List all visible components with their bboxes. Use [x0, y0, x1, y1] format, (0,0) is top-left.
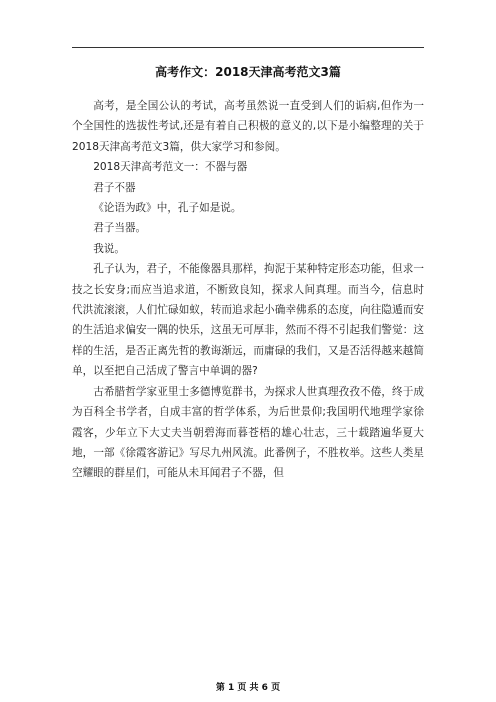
page-footer: 第 1 页 共 6 页 — [215, 683, 281, 693]
body-paragraph: 《论语为政》中，孔子如是说。 — [93, 202, 242, 215]
header-rule — [72, 47, 424, 48]
body-paragraph: 我说。 — [93, 242, 125, 255]
body-paragraph: 君子不器 — [93, 181, 136, 194]
page-title: 高考作文：2018天津高考范文3篇 — [155, 65, 341, 79]
body-paragraph: 孔子认为，君子，不能像器具那样，拘泥于某种特定形态功能，但求一技之长安身;而应当追求道，不断致良知，探求人间真理。而当今，信息时代洪流滚滚，人们忙碌如蚁，转而追求起小确幸佛系的态度，向往隐遁而安的生活追求偏安一隅的快乐，这虽无可厚非，然而不得不引起我们警觉：这样的生活，是否正离先哲的教诲渐远，而庸碌的我们，又是否活得越来越简单，以至把自己活成了警言中单调的器? — [72, 263, 424, 378]
intro-paragraph: 高考，是全国公认的考试，高考虽然说一直受到人们的诟病,但作为一个全国性的选拔性考试,还是有着自己积极的意义的,以下是小编整理的关于2018天津高考范文3篇，供大家学习和参阅。 — [72, 100, 424, 153]
body-paragraph: 古希腊哲学家亚里士多德博览群书，为探求人世真理孜孜不倦，终于成为百科全书学者，自成丰富的哲学体系，为后世景仰;我国明代地理学家徐霞客，少年立下大丈夫当朝碧海而暮苍梧的雄心壮志，三十载踏遍华夏大地，一部《徐霞客游记》写尽九州风流。此番例子，不胜枚举。这些人类星空耀眼的群星们，可能从未耳闻君子不器，但 — [72, 385, 424, 480]
body-paragraph: 君子当器。 — [93, 222, 147, 235]
document-body — [72, 96, 424, 484]
essay-heading: 2018天津高考范文一：不器与器 — [93, 161, 248, 174]
